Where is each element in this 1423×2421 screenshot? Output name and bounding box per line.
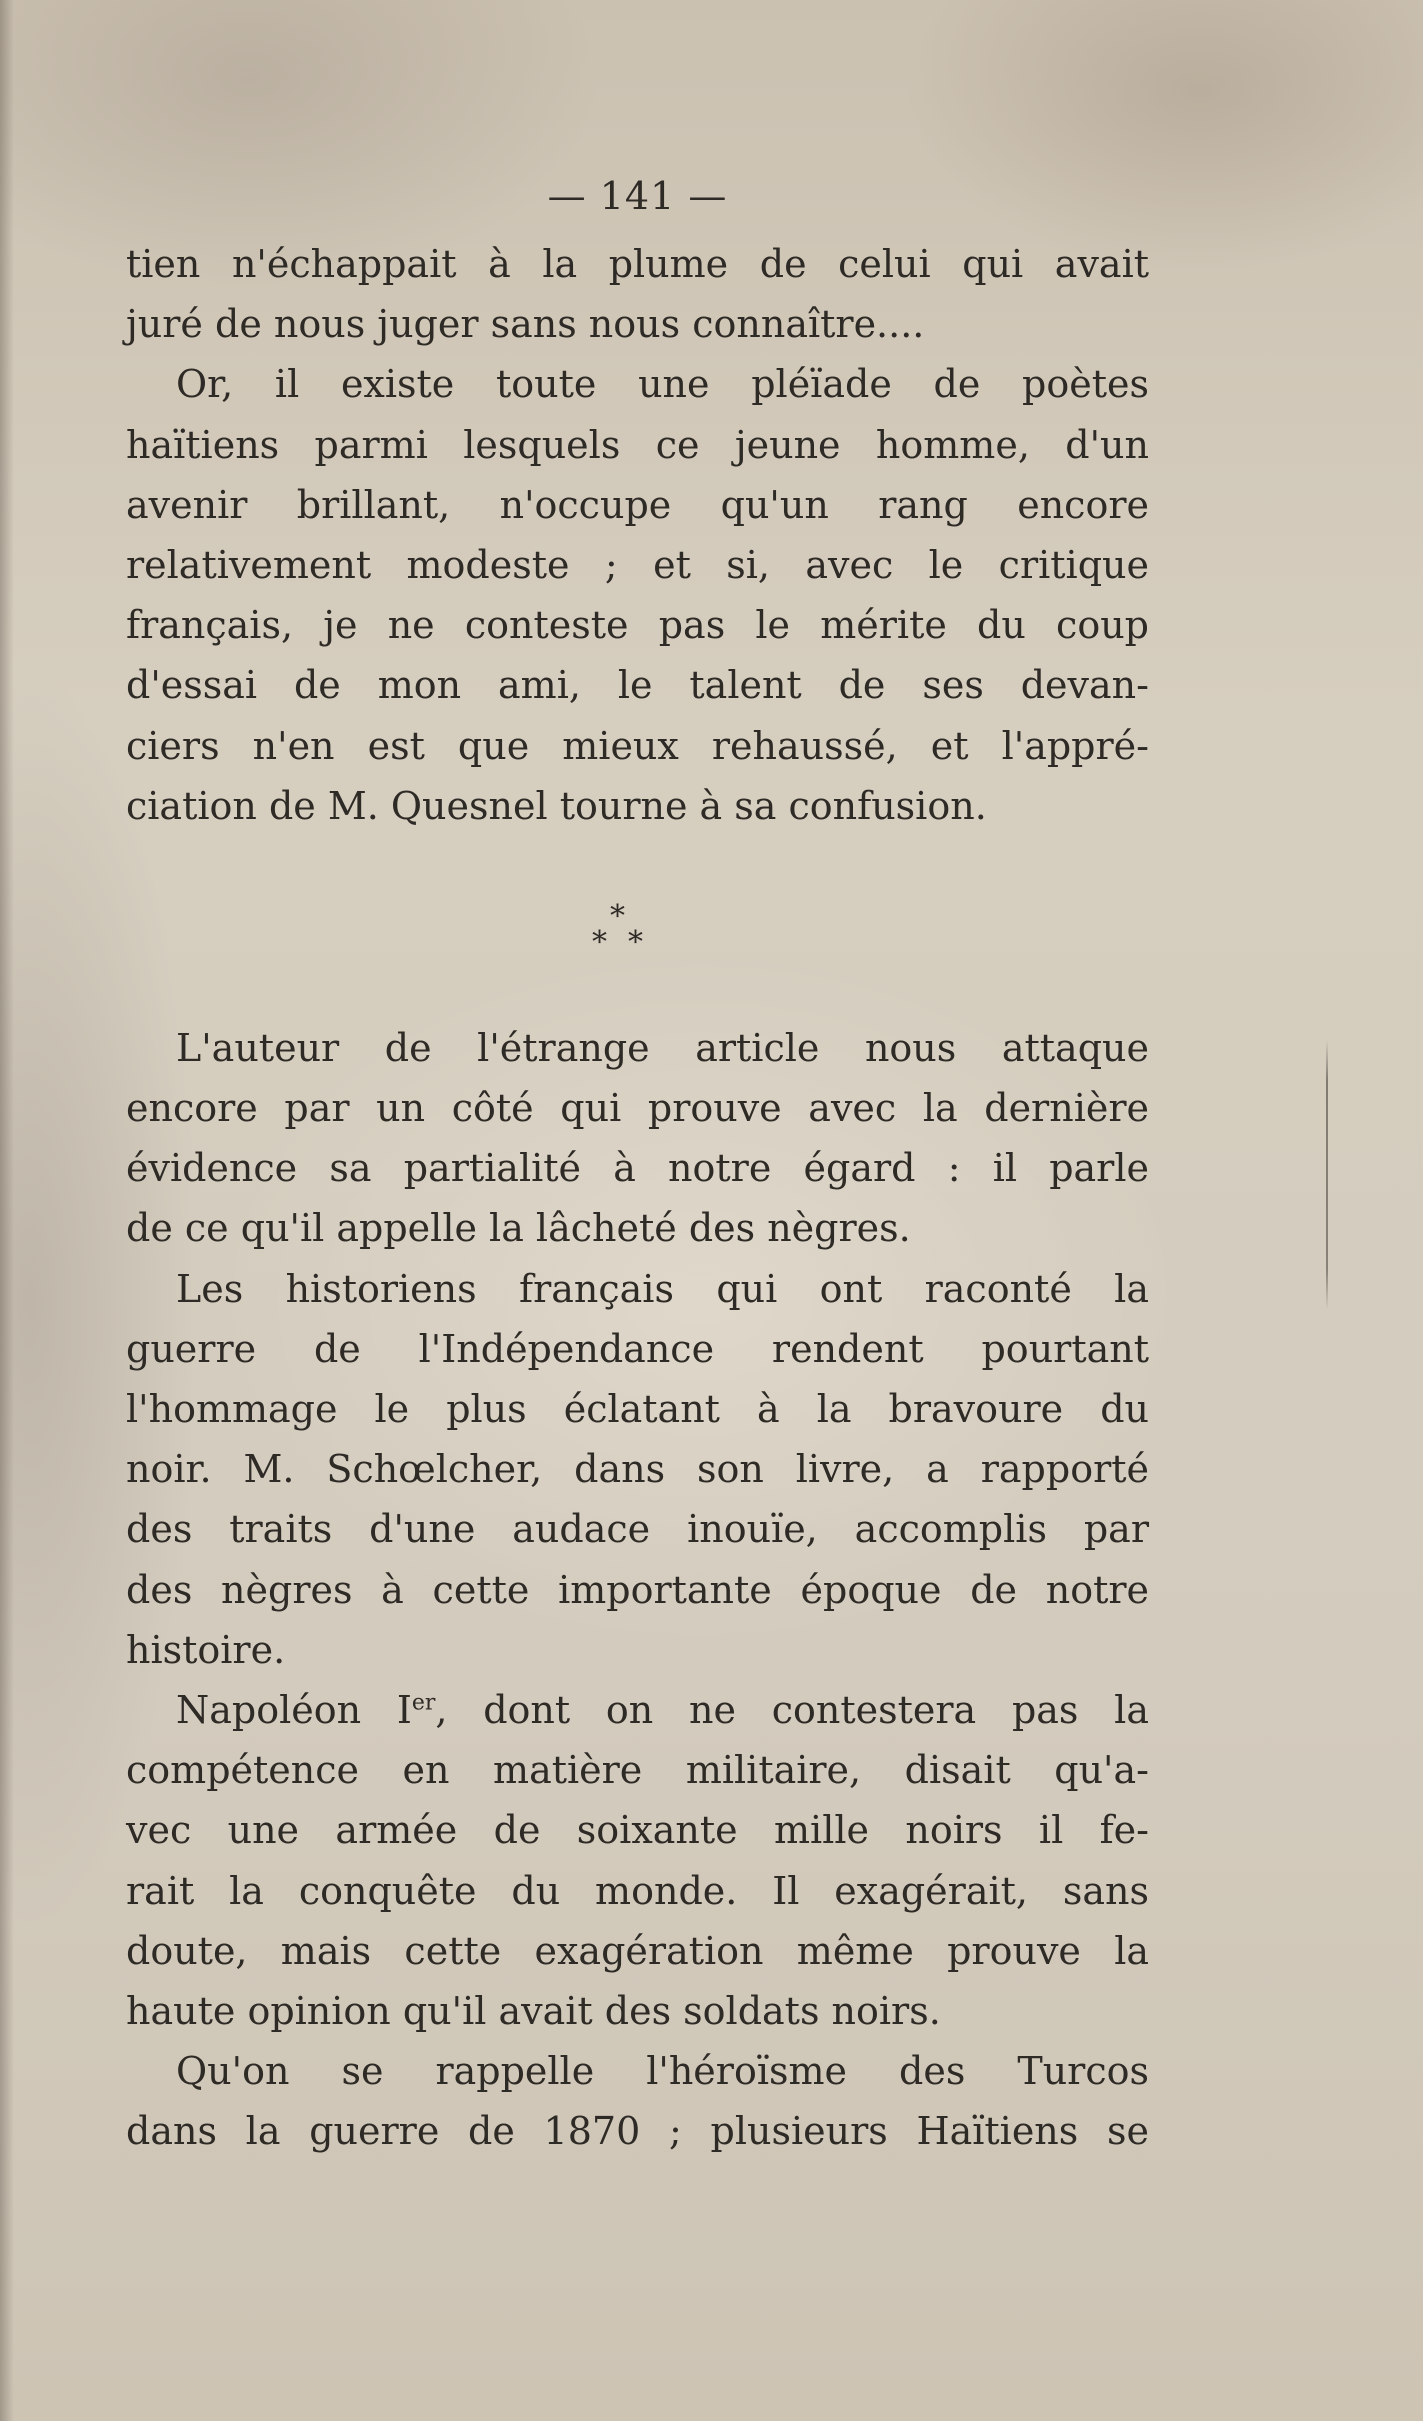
text-line: avenir brillant, n'occupe qu'un rang encore <box>126 482 1149 527</box>
text-line: encore par un côté qui prouve avec la dernière <box>126 1086 1149 1131</box>
text-line <box>126 1680 1149 1740</box>
page-number: — 141 — <box>547 174 728 218</box>
text-line: rait la conquête du monde. Il exagérait, sans <box>126 1868 1149 1913</box>
paragraph-6 <box>126 2041 1149 2161</box>
text-line: des nègres à cette importante époque de notre <box>126 1567 1149 1612</box>
paragraph-1 <box>126 234 1149 354</box>
text-line: juré de nous juger sans nous connaître.... <box>126 302 925 347</box>
text-line: Les historiens français qui ont raconté la <box>176 1266 1149 1311</box>
text-line: ciation de M. Quesnel tourne à sa confusion. <box>126 783 987 828</box>
text-block <box>126 160 1149 2161</box>
paragraph-4 <box>126 1259 1149 1680</box>
text-line: français, je ne conteste pas le mérite du coup <box>126 603 1149 648</box>
text-line: noir. M. Schœlcher, dans son livre, a rapporté <box>126 1447 1149 1492</box>
text-line: Or, il existe toute une pléïade de poètes <box>176 362 1149 407</box>
text-line: tien n'échappait à la plume de celui qui avait <box>126 242 1149 286</box>
text-line: d'essai de mon ami, le talent de ses devan- <box>126 663 1149 708</box>
text-line: dans la guerre de 1870 ; plusieurs Haïtiens se <box>126 2109 1149 2154</box>
text-fragment: Napoléon I <box>176 1687 412 1732</box>
text-fragment: , dont on ne contestera pas la <box>435 1687 1149 1732</box>
text-line: histoire. <box>126 1627 286 1672</box>
text-line: doute, mais cette exagération même prouve la <box>126 1928 1149 1973</box>
text-line: haïtiens parmi lesquels ce jeune homme, d'un <box>126 422 1149 467</box>
text-line: guerre de l'Indépendance rendent pourtant <box>126 1326 1149 1371</box>
asterism-star: * <box>610 898 625 934</box>
paragraph-5 <box>126 1680 1149 2041</box>
text-line: haute opinion qu'il avait des soldats noirs. <box>126 1988 941 2033</box>
page-edge-shadow <box>0 0 14 2421</box>
text-line: évidence sa partialité à notre égard : il parle <box>126 1146 1149 1191</box>
paragraph-3 <box>126 1018 1149 1259</box>
asterism-star: * <box>592 924 607 960</box>
text-line: de ce qu'il appelle la lâcheté des nègres. <box>126 1206 911 1251</box>
text-line: l'hommage le plus éclatant à la bravoure du <box>126 1387 1149 1431</box>
text-line: L'auteur de l'étrange article nous attaque <box>176 1025 1149 1070</box>
text-line: ciers n'en est que mieux rehaussé, et l'appré- <box>126 723 1149 768</box>
text-line: relativement modeste ; et si, avec le critique <box>126 542 1149 587</box>
text-line: compétence en matière militaire, disait qu'a- <box>126 1748 1149 1793</box>
text-line: des traits d'une audace inouïe, accomplis par <box>126 1507 1149 1552</box>
asterism-star: * <box>628 924 643 960</box>
margin-pencil-mark <box>1326 1040 1328 1310</box>
paragraph-2 <box>126 354 1149 836</box>
section-asterism <box>126 836 1149 1018</box>
text-line: vec une armée de soixante mille noirs il fe- <box>126 1808 1149 1853</box>
superscript-er: er <box>411 1690 436 1716</box>
text-line: Qu'on se rappelle l'héroïsme des Turcos <box>176 2049 1149 2094</box>
